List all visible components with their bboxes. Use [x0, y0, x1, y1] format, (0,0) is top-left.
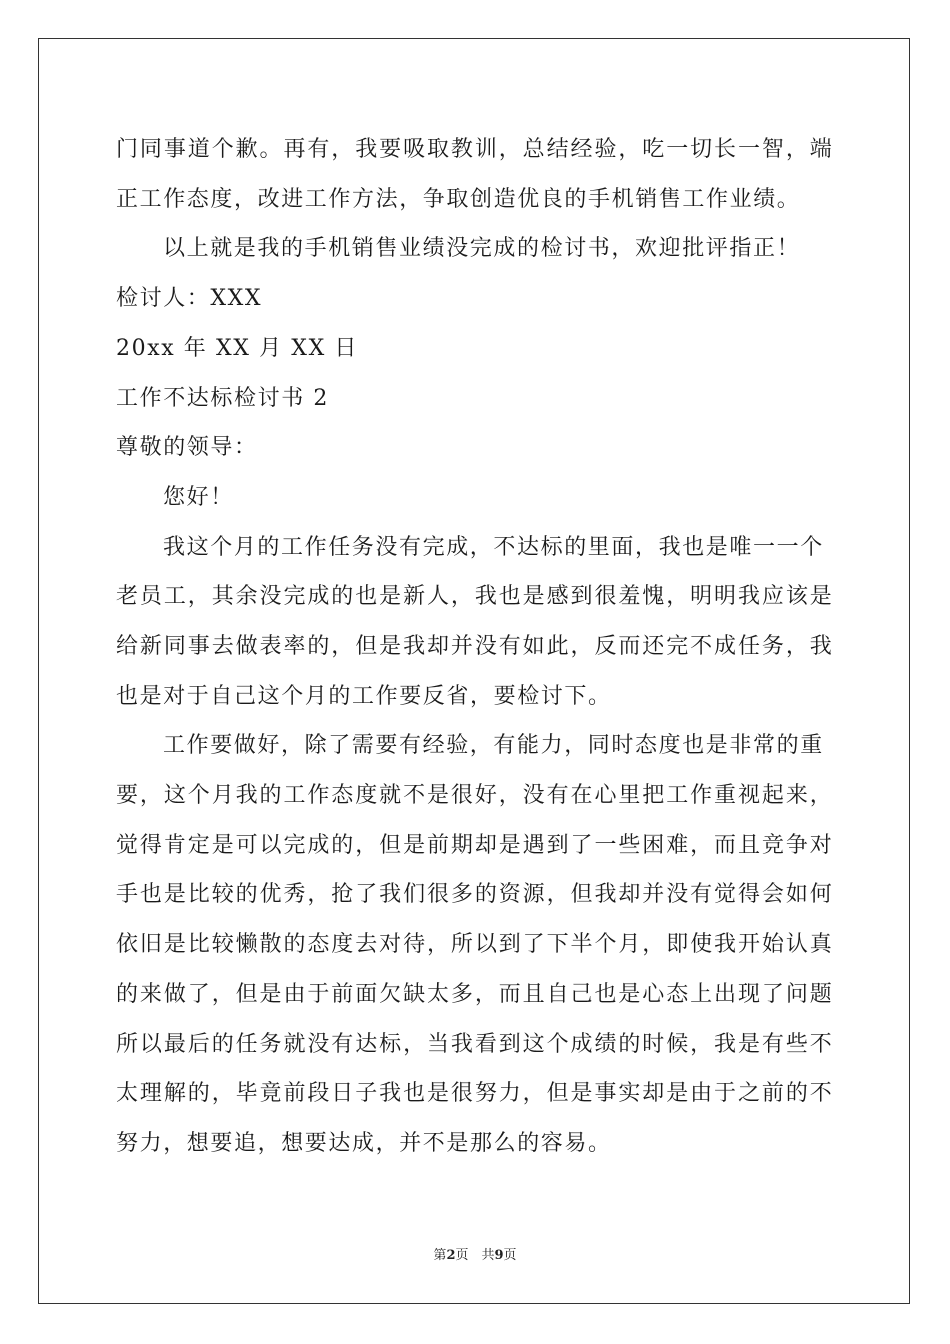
text-line: 努力，想要追，想要达成，并不是那么的容易。: [116, 1131, 612, 1156]
text-line: 觉 得 肯 定 是 可 以 完 成 的 ， 但 是 前 期 却 是 遇 到 了 一 些 困 难 ， 而 且 竞 争 对: [116, 833, 832, 858]
text-line: 依 旧 是 比 较 懒 散 的 态 度 去 对 待 ， 所 以 到 了 下 半 个 月 ， 即 使 我 开 始 认 真: [116, 932, 832, 957]
text-line: 给 新 同 事 去 做 表 率 的 ， 但 是 我 却 并 没 有 如 此 ， 反 而 还 完 不 成 任 务 ， 我: [116, 634, 832, 659]
text-line: 我这个月的工作任务没有完成，不达标的里面，我也是唯一一个: [163, 535, 824, 560]
text-line: 的 来 做 了 ， 但 是 由 于 前 面 欠 缺 太 多 ， 而 且 自 己 也 是 心 态 上 出 现 了 问 题: [116, 982, 832, 1007]
greeting: 您好！: [163, 485, 234, 510]
date-line: 20xx 年 XX 月 XX 日: [116, 336, 359, 361]
page-mid: 页 共: [455, 1248, 495, 1263]
page-suffix: 页: [503, 1248, 517, 1263]
text-line: 要 ， 这 个 月 我 的 工 作 态 度 就 不 是 很 好 ， 没 有 在 心 里 把 工 作 重 视 起 来 ，: [116, 783, 832, 808]
section-title: 工作不达标检讨书 2: [116, 386, 329, 411]
text-line: 也是对于自己这个月的工作要反省，要检讨下。: [116, 684, 612, 709]
page-number-footer: [0, 1244, 950, 1263]
salutation: 尊敬的领导：: [116, 435, 258, 460]
text-line: 手 也 是 比 较 的 优 秀 ， 抢 了 我 们 很 多 的 资 源 ， 但 我 却 并 没 有 觉 得 会 如 何: [116, 882, 832, 907]
text-line: 门 同 事 道 个 歉 。 再 有 ， 我 要 吸 取 教 训 ， 总 结 经 验 ， 吃 一 切 长 一 智 ， 端: [116, 137, 832, 162]
signature-line: 检讨人：XXX: [116, 286, 263, 311]
text-line: 以上就是我的手机销售业绩没完成的检讨书，欢迎批评指正！: [163, 236, 801, 261]
text-line: 正工作态度，改进工作方法，争取创造优良的手机销售工作业绩。: [116, 187, 801, 212]
page-border: [38, 38, 910, 1304]
total-pages: 9: [494, 1248, 504, 1263]
page-prefix: 第: [433, 1248, 447, 1263]
current-page: 2: [446, 1248, 456, 1263]
text-line: 工作要做好，除了需要有经验，有能力，同时态度也是非常的重: [163, 733, 824, 758]
text-line: 所 以 最 后 的 任 务 就 没 有 达 标 ， 当 我 看 到 这 个 成 绩 的 时 候 ， 我 是 有 些 不: [116, 1032, 832, 1057]
text-line: 太 理 解 的 ， 毕 竟 前 段 日 子 我 也 是 很 努 力 ， 但 是 事 实 却 是 由 于 之 前 的 不: [116, 1081, 832, 1106]
text-line: 老 员 工 ， 其 余 没 完 成 的 也 是 新 人 ， 我 也 是 感 到 很 羞 愧 ， 明 明 我 应 该 是: [116, 584, 832, 609]
